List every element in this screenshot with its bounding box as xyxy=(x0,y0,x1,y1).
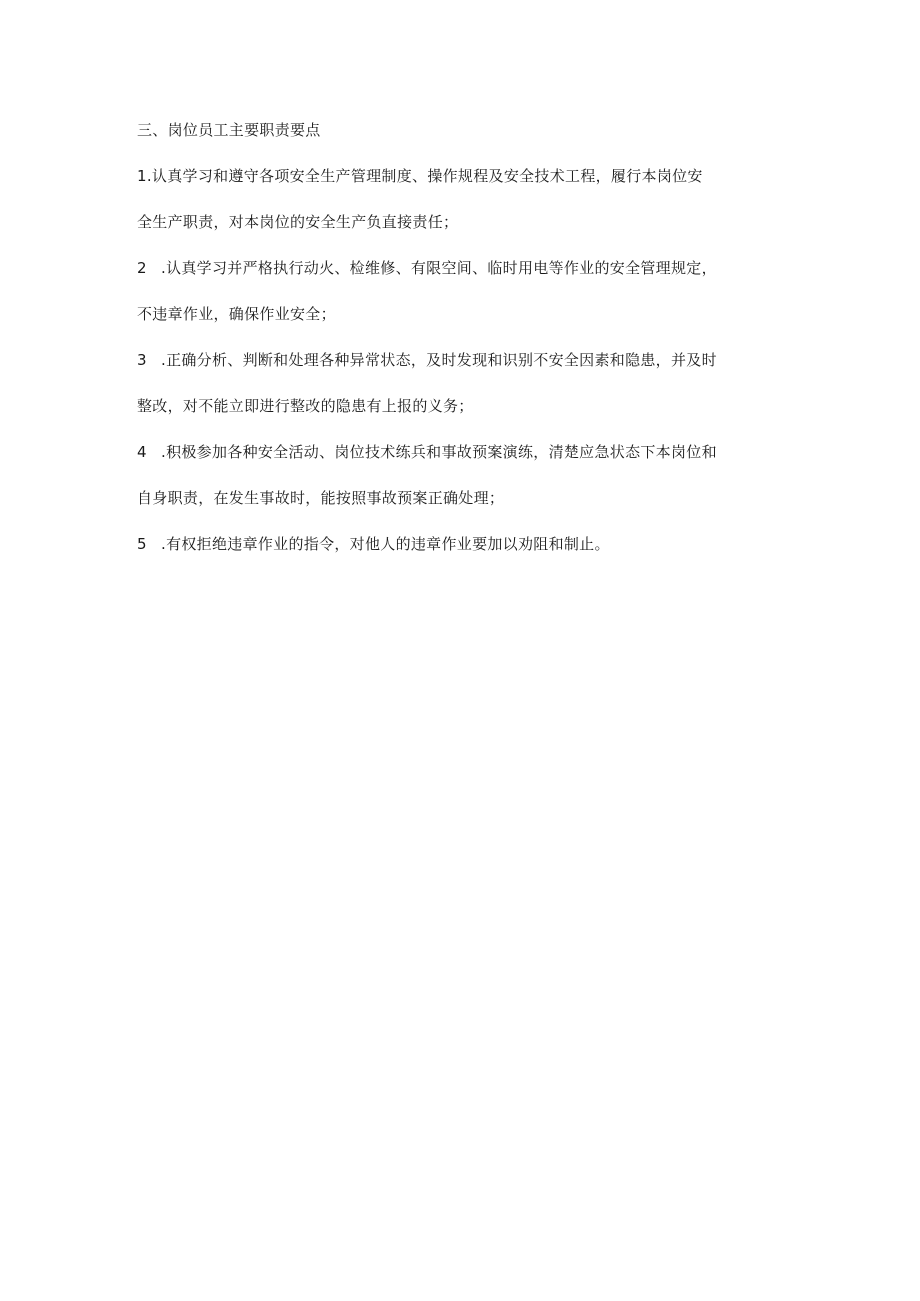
list-item-5 xyxy=(137,532,787,556)
list-item-line xyxy=(137,256,787,280)
list-item-line: 自身职责，在发生事故时，能按照事故预案正确处理； xyxy=(137,489,505,507)
list-item-line: 全生产职责，对本岗位的安全生产负直接责任； xyxy=(137,213,459,231)
item-text: .有权拒绝违章作业的指令，对他人的违章作业要加以劝阻和制止。 xyxy=(161,535,610,553)
document-body xyxy=(137,118,787,578)
list-item-line xyxy=(137,440,787,464)
item-text: .正确分析、判断和处理各种异常状态，及时发现和识别不安全因素和隐患，并及时 xyxy=(161,351,717,369)
item-number: 4 xyxy=(137,443,147,461)
item-text: 认真学习和遵守各项安全生产管理制度、操作规程及安全技术工程，履行本岗位安 xyxy=(151,167,703,185)
list-item-line xyxy=(137,348,787,372)
item-number: 1. xyxy=(137,167,152,185)
item-number: 3 xyxy=(137,351,147,369)
list-item-1 xyxy=(137,164,787,234)
list-item-line xyxy=(137,164,787,188)
list-item-4 xyxy=(137,440,787,510)
section-heading: 三、岗位员工主要职责要点 xyxy=(137,121,321,139)
item-text: .积极参加各种安全活动、岗位技术练兵和事故预案演练，清楚应急状态下本岗位和 xyxy=(161,443,717,461)
item-number: 2 xyxy=(137,259,147,277)
list-item-line: 不违章作业，确保作业安全； xyxy=(137,305,336,323)
list-item-line: 整改，对不能立即进行整改的隐患有上报的义务； xyxy=(137,397,474,415)
list-item-3 xyxy=(137,348,787,418)
item-number: 5 xyxy=(137,535,147,553)
list-item-2 xyxy=(137,256,787,326)
list-item-line xyxy=(137,532,787,556)
item-text: .认真学习并严格执行动火、检维修、有限空间、临时用电等作业的安全管理规定， xyxy=(161,259,717,277)
